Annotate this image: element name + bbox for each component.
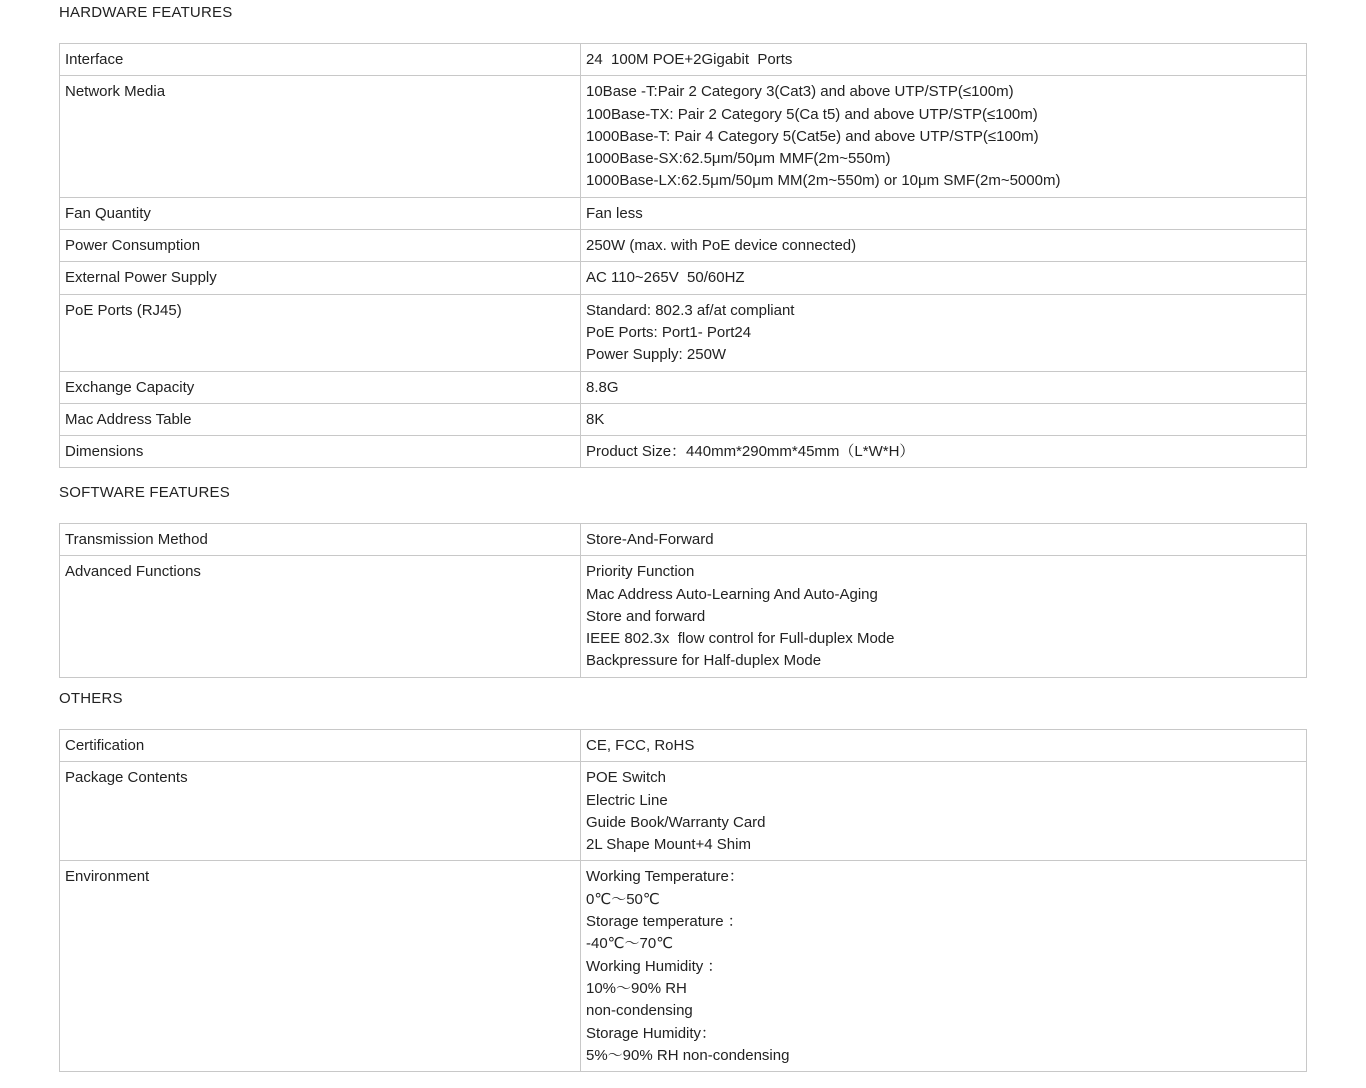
spec-value-line: Standard: 802.3 af/at compliant [586,301,795,319]
spec-value-line: Electric Line [586,791,668,809]
spec-label: Fan Quantity [60,197,581,229]
spec-row [60,76,1307,197]
spec-label: External Power Supply [60,262,581,294]
spec-value-line: 24 100M POE+2Gigabit Ports [586,51,793,68]
spec-value [581,262,1307,294]
spec-label: Exchange Capacity [60,371,581,403]
spec-row [60,730,1307,762]
spec-label: Network Media [60,76,581,197]
software-features-table [59,523,1307,678]
spec-value-line: 1000Base-LX:62.5μm/50μm MM(2m~550m) or 10μm SMF(2m~5000m) [586,172,1061,190]
spec-value-line: 250W (max. with PoE device connected) [586,237,857,255]
spec-row [60,762,1307,861]
spec-label: Transmission Method [60,524,581,556]
spec-value-line: POE Switch [586,769,667,787]
spec-value [581,403,1307,435]
others-table [59,729,1307,1072]
spec-value-line: Working Temperature： [586,868,744,886]
spec-row [60,524,1307,556]
spec-value [581,861,1307,1072]
spec-value-line: Product Size：440mm*290mm*45mm（L*W*H） [586,443,915,461]
spec-value-line: non-condensing [586,1002,693,1020]
spec-row [60,294,1307,371]
spec-value-line: 10%～90% RH [586,979,687,997]
spec-value-line: 1000Base-T: Pair 4 Category 5(Cat5e) and above UTP/STP(≤100m) [586,127,1039,145]
spec-value-line: Storage Humidity： [586,1024,717,1042]
spec-label: Environment [60,861,581,1072]
spec-value [581,556,1307,677]
spec-value [581,44,1307,76]
spec-row [60,197,1307,229]
spec-value-line: Working Humidity ： [586,957,723,975]
spec-value-line: Storage temperature ： [586,913,743,931]
spec-label: Package Contents [60,762,581,861]
spec-value-line: Power Supply: 250W [586,346,727,364]
others-heading: OTHERS [59,690,123,707]
spec-value-line: 5%～90% RH non-condensing [586,1046,790,1064]
spec-label: Interface [60,44,581,76]
spec-row [60,436,1307,468]
spec-label: Mac Address Table [60,403,581,435]
spec-value-line: 10Base -T:Pair 2 Category 3(Cat3) and above UTP/STP(≤100m) [586,83,1014,101]
spec-value-line: -40℃～70℃ [586,935,674,953]
spec-label: Advanced Functions [60,556,581,677]
spec-value-line: Fan less [586,204,643,222]
spec-value [581,230,1307,262]
spec-value-line: Store and forward [586,607,706,625]
spec-value-line: 0℃～50℃ [586,890,660,908]
spec-row [60,262,1307,294]
spec-value [581,197,1307,229]
spec-value-line: PoE Ports: Port1- Port24 [586,323,752,341]
spec-row [60,556,1307,677]
spec-value [581,730,1307,762]
spec-value-line: Backpressure for Half-duplex Mode [586,652,822,670]
spec-value-line: IEEE 802.3x flow control for Full-duplex Mode [586,630,895,648]
hardware-features-heading: HARDWARE FEATURES [59,4,233,21]
spec-value-line: 100Base-TX: Pair 2 Category 5(Ca t5) and above UTP/STP(≤100m) [586,105,1038,123]
spec-row [60,861,1307,1072]
spec-row [60,230,1307,262]
spec-label: Power Consumption [60,230,581,262]
spec-value-line: 2L Shape Mount+4 Shim [586,836,751,854]
spec-label: Dimensions [60,436,581,468]
software-features-heading: SOFTWARE FEATURES [59,484,230,501]
spec-value-line: AC 110~265V 50/60HZ [586,269,745,287]
spec-row [60,403,1307,435]
spec-value-line: 8K [586,410,605,428]
spec-label: Certification [60,730,581,762]
spec-value-line: 1000Base-SX:62.5μm/50μm MMF(2m~550m) [586,150,891,168]
spec-row [60,371,1307,403]
spec-value [581,524,1307,556]
spec-row [60,44,1307,76]
spec-value-line: CE, FCC, RoHS [586,737,695,754]
spec-value-line: Priority Function [586,563,695,581]
spec-value [581,76,1307,197]
spec-value [581,436,1307,468]
spec-value-line: Guide Book/Warranty Card [586,813,766,831]
spec-value [581,762,1307,861]
spec-value [581,371,1307,403]
hardware-features-table [59,43,1307,468]
spec-value [581,294,1307,371]
spec-label: PoE Ports (RJ45) [60,294,581,371]
spec-value-line: 8.8G [586,378,619,396]
spec-value-line: Store-And-Forward [586,531,714,548]
spec-value-line: Mac Address Auto-Learning And Auto-Aging [586,585,878,603]
